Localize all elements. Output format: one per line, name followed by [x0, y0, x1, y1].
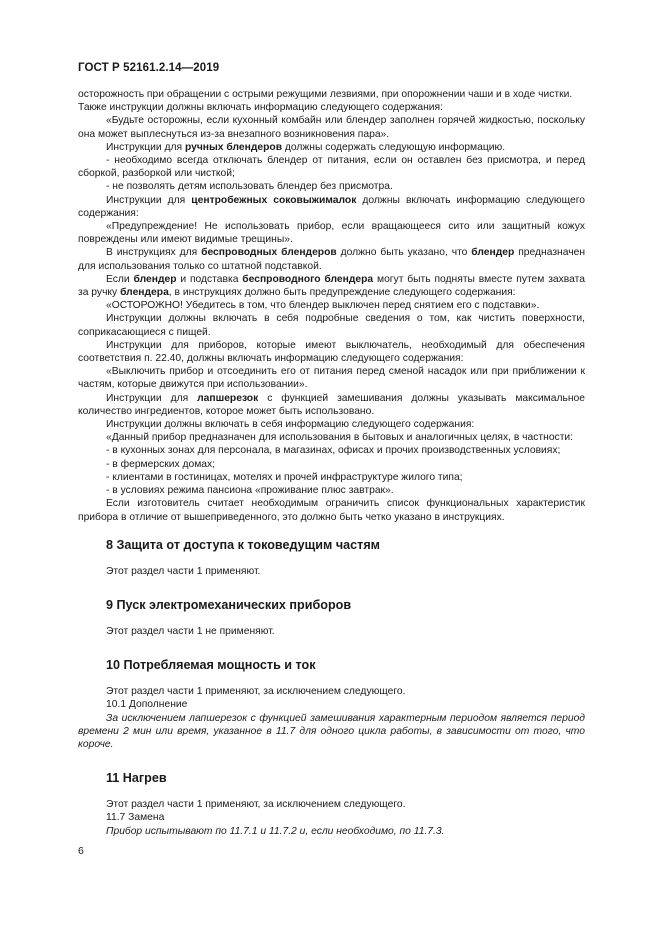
subsection-heading: 10.1 Дополнение: [106, 699, 188, 711]
term-bold: центробежных соковыжималок: [191, 194, 357, 206]
section-heading-10: 10 Потребляемая мощность и ток: [106, 658, 316, 673]
text-run: должно быть указано, что: [336, 247, 472, 259]
paragraph: [78, 194, 585, 220]
text-run: , в инструкциях должно быть предупреждение следующего содержания:: [168, 287, 516, 299]
quote-paragraph: «Данный прибор предназначен для использования в бытовых и аналогичных целях, в частности:: [106, 432, 574, 444]
paragraph: Если изготовитель считает необходимым ограничить список функциональных характеристик прибора в отличие от вышеприведенного, это должно быть четко указано в инструкциях.: [78, 498, 585, 523]
paragraph: Инструкции для приборов, которые имеют выключатель, необходимый для обеспечения соответствия п. 22.40, должны включать информацию следующего содержания:: [78, 339, 585, 365]
quote-paragraph: «Выключить прибор и отсоединить его от питания перед сменой насадок или при приближении к частям, которые движутся при использовании».: [78, 366, 585, 391]
text-run: и подставка: [176, 273, 243, 285]
term-bold: блендер: [133, 273, 177, 285]
text-run: Инструкции для: [106, 141, 185, 153]
section-heading-11: 11 Нагрев: [106, 771, 167, 786]
section-heading-9: 9 Пуск электромеханических приборов: [106, 597, 352, 612]
quote-paragraph: «Будьте осторожны, если кухонный комбайн или блендер заполнен горячей жидкостью, поскольку она может выплеснуться из-за внезапного возникновения пара».: [78, 115, 585, 140]
text-run: с функцией замешивания должны указывать максимальное количество ингредиентов, которое может быть использовано.: [78, 392, 585, 417]
list-item: - в условиях режима пансиона «проживание плюс завтрак».: [106, 485, 394, 497]
text-run: Инструкции для: [106, 194, 192, 206]
italic-paragraph: За исключением лапшерезок с функцией замешивания характерным периодом является период времени 2 мин или время, указанное в 11.7 для одного цикла работы, в зависимости от того, что короче.: [78, 712, 585, 750]
page-number: 6: [78, 845, 84, 857]
section-text: Этот раздел части 1 применяют, за исключением следующего.: [106, 799, 406, 811]
list-item: - в кухонных зонах для персонала, в магазинах, офисах и прочих производственных условиях;: [106, 445, 561, 457]
paragraph: Также инструкции должны включать информацию следующего содержания:: [78, 102, 443, 114]
term-bold: беспроводного блендера: [242, 273, 374, 285]
text-run: В инструкциях для: [106, 247, 202, 259]
list-item: - не позволять детям использовать блендер без присмотра.: [106, 181, 393, 193]
italic-paragraph: Прибор испытывают по 11.7.1 и 11.7.2 и, если необходимо, по 11.7.3.: [106, 825, 445, 837]
paragraph: Инструкции должны включать в себя информацию следующего содержания:: [106, 419, 475, 431]
list-item: - необходимо всегда отключать блендер от питания, если он оставлен без присмотра, и перед сборкой, разборкой или чисткой;: [78, 155, 585, 180]
paragraph: [78, 392, 585, 418]
text-run: могут быть подняты вместе путем захвата за ручку: [78, 273, 585, 299]
paragraph: осторожность при обращении с острыми режущими лезвиями, при опорожнении чаши и в ходе чистки.: [78, 89, 573, 100]
text-run: предназначен для использования только со штатной подставкой.: [78, 247, 586, 272]
term-bold: ручных блендеров: [184, 141, 283, 153]
document-code: ГОСТ Р 52161.2.14—2019: [78, 62, 220, 74]
section-text: Этот раздел части 1 применяют, за исключением следующего.: [106, 686, 406, 698]
section-text: Этот раздел части 1 не применяют.: [106, 625, 275, 637]
section-text: Этот раздел части 1 применяют.: [106, 565, 261, 577]
subsection-heading: 11.7 Замена: [106, 812, 165, 824]
text-run: должны содержать следующую информацию.: [282, 141, 506, 153]
text-run: Если: [106, 273, 134, 285]
term-bold: блендера: [120, 287, 169, 299]
term-bold: лапшерезок: [197, 392, 259, 404]
paragraph: Инструкции должны включать в себя подробные сведения о том, как чистить поверхности, соприкасающиеся с пищей.: [78, 313, 585, 338]
paragraph: [78, 246, 585, 272]
list-item: - в фермерских домах;: [106, 458, 216, 470]
page-body: [78, 88, 585, 838]
quote-paragraph: «Предупреждение! Не использовать прибор, если вращающееся сито или защитный кожух повреждены или имеют видимые трещины».: [78, 221, 585, 246]
section-heading-8: 8 Защита от доступа к токоведущим частям: [106, 537, 380, 552]
term-bold: беспроводных блендеров: [201, 247, 337, 259]
paragraph: [78, 273, 585, 299]
term-bold: блендер: [471, 247, 515, 259]
text-run: должны включать информацию следующего содержания:: [78, 194, 585, 219]
quote-paragraph: «ОСТОРОЖНО! Убедитесь в том, что блендер выключен перед снятием его с подставки».: [106, 300, 540, 312]
text-run: Инструкции для: [106, 392, 198, 404]
list-item: - клиентами в гостиницах, мотелях и прочей инфраструктуре жилого типа;: [106, 471, 463, 483]
paragraph: [78, 141, 585, 154]
